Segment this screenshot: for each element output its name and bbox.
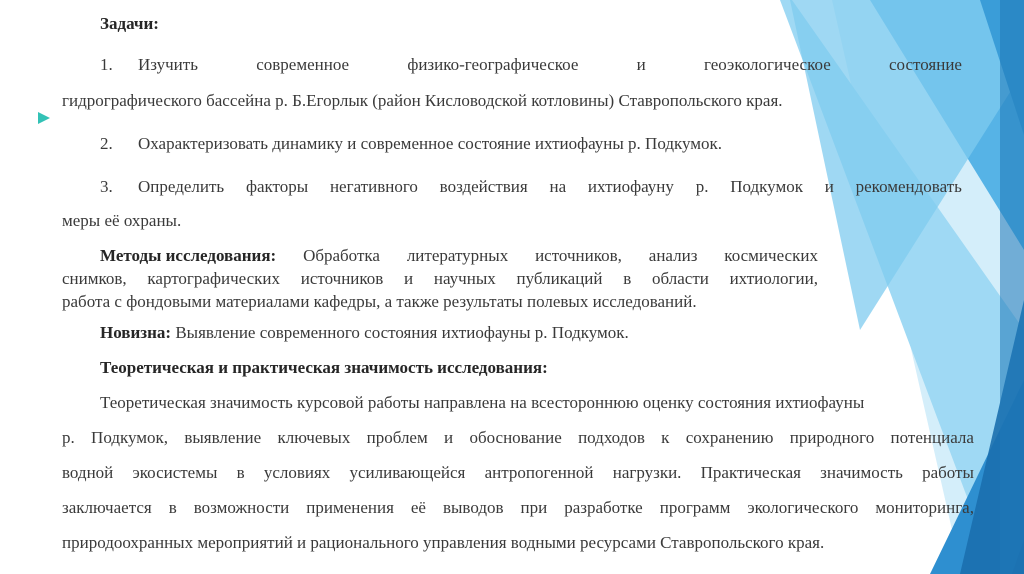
significance-word: ключевых <box>277 428 351 447</box>
methods-word: ихтиологии, <box>729 269 818 288</box>
significance-word: проблем <box>366 428 428 447</box>
methods-word: снимков, <box>62 269 127 288</box>
significance-line1: Теоретическая значимость курсовой работы направлена на всестороннюю оценку состояния ихтиофауны <box>100 393 865 412</box>
significance-word: выводов <box>442 498 504 517</box>
novelty-label: Новизна: <box>100 323 172 342</box>
methods-word: публикаций <box>516 269 603 288</box>
significance-word: выявление <box>184 428 262 447</box>
significance-word: природного <box>789 428 875 447</box>
triangle-bullet-icon <box>37 111 51 125</box>
significance-word: работы <box>922 463 974 482</box>
methods-label: Методы исследования: <box>100 246 277 265</box>
tasks-heading: Задачи: <box>100 14 159 33</box>
task2-text: Охарактеризовать динамику и современное состояние ихтиофауны р. Подкумок. <box>138 134 723 153</box>
task3-word: рекомендовать <box>855 177 962 196</box>
methods-word: источников, <box>535 246 622 265</box>
significance-word: экосистемы <box>132 463 218 482</box>
significance-word: подходов <box>578 428 645 447</box>
task1-word: состояние <box>889 55 962 74</box>
task3-word: негативного <box>329 177 418 196</box>
methods-word: космических <box>724 246 818 265</box>
significance-word: в <box>168 498 177 517</box>
task3-line1 <box>100 176 962 198</box>
significance-word: обоснование <box>469 428 562 447</box>
task1-word: геоэкологическое <box>704 55 831 74</box>
novelty <box>100 322 629 344</box>
significance-word: программ <box>659 498 731 517</box>
significance-word: к <box>661 428 670 447</box>
significance-word: заключается <box>62 498 152 517</box>
significance-word: в <box>236 463 245 482</box>
task3-word: и <box>824 177 834 196</box>
task1-word: и <box>636 55 646 74</box>
methods-word: анализ <box>648 246 698 265</box>
methods-word: литературных <box>406 246 509 265</box>
methods-line2 <box>62 268 818 290</box>
methods-word: научных <box>433 269 496 288</box>
methods-line3: работа с фондовыми материалами кафедры, а также результаты полевых исследований. <box>62 292 697 311</box>
significance-line4 <box>62 497 974 519</box>
significance-word: условиях <box>263 463 331 482</box>
task1-line2: гидрографического бассейна р. Б.Егорлык (район Кисловодской котловины) Ставропольского края. <box>62 91 783 110</box>
significance-word: усиливающейся <box>349 463 466 482</box>
significance-word: р. <box>62 428 75 447</box>
task3-word: на <box>549 177 567 196</box>
methods-word: картографических <box>147 269 280 288</box>
task1-line1 <box>100 54 962 76</box>
task1-number-and-word: 1. Изучить <box>100 55 198 74</box>
significance-word: значимость <box>820 463 903 482</box>
methods-word: источников <box>300 269 384 288</box>
task1-word: физико-географическое <box>407 55 579 74</box>
novelty-text: Выявление современного состояния ихтиофауны р. Подкумок. <box>171 323 629 342</box>
significance-word: потенциала <box>890 428 974 447</box>
significance-word: Практическая <box>700 463 801 482</box>
significance-word: экологического <box>747 498 859 517</box>
task3-word: воздействия <box>439 177 528 196</box>
significance-word: возможности <box>193 498 290 517</box>
task3-word: Подкумок <box>730 177 803 196</box>
significance-word: при <box>520 498 548 517</box>
task1-word: современное <box>256 55 350 74</box>
significance-word: разработке <box>564 498 643 517</box>
methods-word: Обработка <box>303 246 380 265</box>
task3-number-and-word: 3. Определить <box>100 177 225 196</box>
significance-word: сохранению <box>685 428 774 447</box>
significance-word: её <box>410 498 426 517</box>
methods-line1 <box>100 245 818 267</box>
task2 <box>100 133 722 155</box>
significance-word: антропогенной <box>484 463 594 482</box>
methods-word: области <box>652 269 709 288</box>
task3-word: ихтиофауну <box>587 177 674 196</box>
task3-word: р. <box>695 177 709 196</box>
significance-word: Подкумок, <box>91 428 169 447</box>
significance-line5: природоохранных мероприятий и рационального управления водными ресурсами Ставропольского края. <box>62 533 825 552</box>
methods-word: и <box>404 269 414 288</box>
significance-word: нагрузки. <box>612 463 682 482</box>
significance-line3 <box>62 462 974 484</box>
significance-line2 <box>62 427 974 449</box>
significance-word: и <box>444 428 454 447</box>
task2-number: 2. <box>100 134 113 153</box>
task3-line2: меры её охраны. <box>62 211 182 230</box>
methods-word: в <box>623 269 632 288</box>
significance-heading: Теоретическая и практическая значимость исследования: <box>100 358 548 377</box>
significance-word: водной <box>62 463 114 482</box>
task3-word: факторы <box>245 177 309 196</box>
significance-word: применения <box>306 498 394 517</box>
significance-word: мониторинга, <box>875 498 974 517</box>
